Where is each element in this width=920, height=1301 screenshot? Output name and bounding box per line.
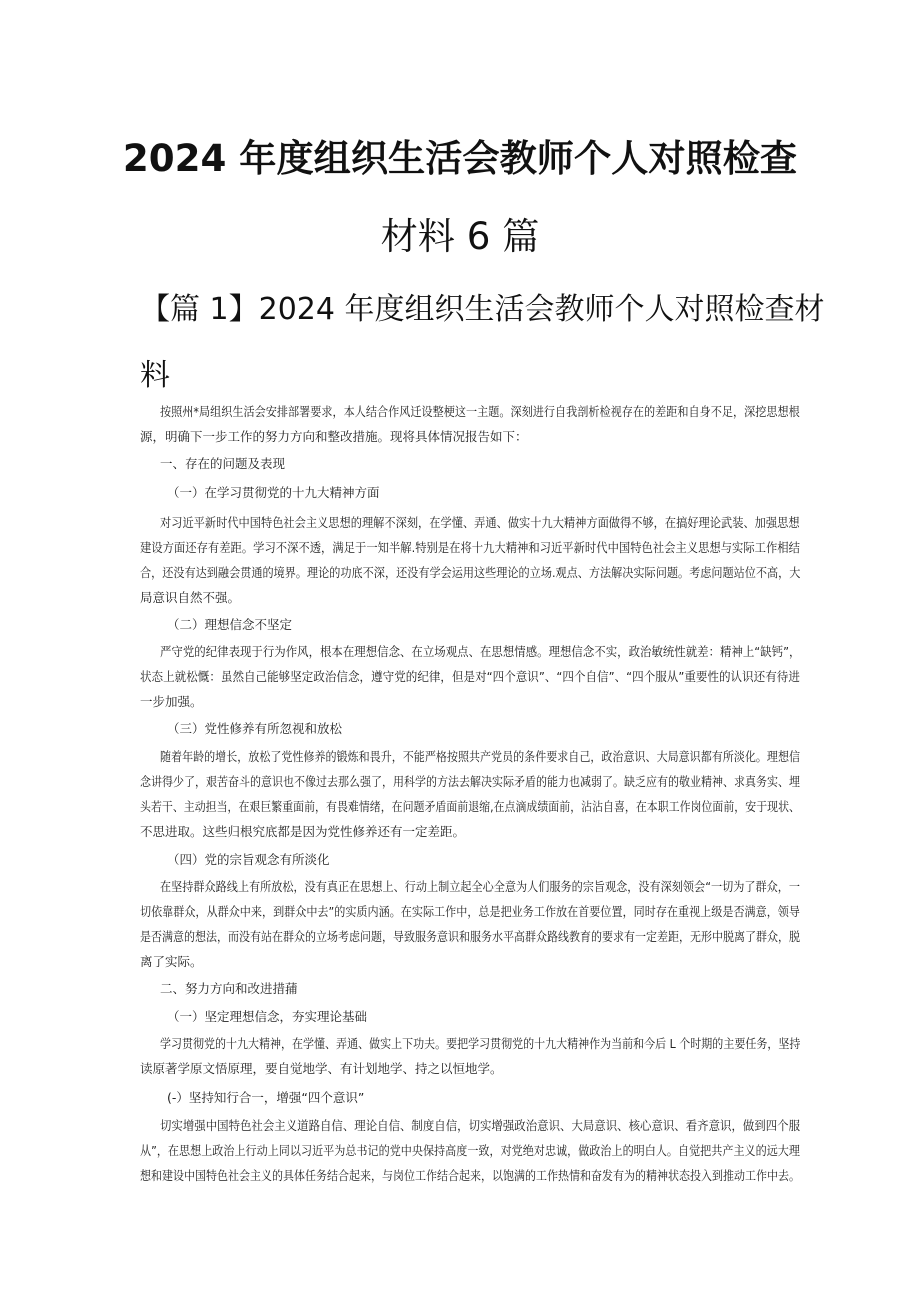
document-title-line-2: 材料 6 篇 bbox=[380, 214, 540, 258]
body-line: 不思进取。这些归根究底都是因为党性修养还有一定差距。 bbox=[140, 824, 466, 839]
body-line: 严守党的纪律表现于行为作风，根本在理想信念、在立场观点、在思想情感。理想信念不实，政治敏统性就差：精神上“缺钙”， bbox=[160, 644, 801, 659]
subheading: （二）理想信念不坚定 bbox=[167, 617, 293, 632]
body-line: 头若干、主动担当，在艰巨繁重面前，有畏难情绪，在问题矛盾面前退缩,在点滴成绩面前，沾沾自喜，在本职工作岗位面前，安于现状、 bbox=[140, 799, 800, 814]
body-line: 源，明确下一步工作的努力方向和整改措施。现将具体情况报告如下： bbox=[140, 429, 528, 444]
body-line: 在坚持群众路线上有所放松，没有真正在思想上、行动上制立起全心全意为人们服务的宗旨观念，没有深刻领会“一切为了群众，一 bbox=[160, 879, 800, 894]
chapter-heading-line-2: 料 bbox=[140, 358, 170, 393]
body-line: 切依靠群众，从群众中来，到群众中去”的实质内涵。在实际工作中，总是把业务工作放在首要位置，同时存在重视上级是否满意，领导 bbox=[140, 904, 800, 919]
subheading: (-）坚持知行合一，增强“四个意识” bbox=[167, 1090, 365, 1105]
body-line: 状态上就松慨：虽然自己能够坚定政治信念，遵守党的纪律，但是对“四个意识”、“四个自信”、“四个服从”重要性的认识还有待进 bbox=[140, 669, 800, 684]
section-heading-problems: 一、存在的问题及表现 bbox=[160, 456, 286, 471]
chapter-heading-line-1: 【篇 1】2024 年度组织生活会教师个人对照检查材 bbox=[140, 292, 825, 327]
body-line: 从”，在思想上政治上行动上同以习近平为总书记的党中央保持高度一致，对党绝对忠诚，做政治上的明白人。自觉把共产主义的远大理 bbox=[140, 1143, 800, 1158]
body-line: 按照州*局组织生活会安排部署要求，本人结合作风迁设整梗这一主题。深刻进行自我剖析检视存在的差距和自身不足，深挖思想根 bbox=[160, 404, 800, 419]
section-heading-measures: 二、努力方向和改进措蒱 bbox=[160, 981, 298, 996]
body-line: 想和建设中国特色社会主义的具体任务结合起来，与岗位工作结合起来，以饱满的工作热情和奋发有为的精神状态投入到推动工作中去。 bbox=[140, 1168, 801, 1183]
body-line: 随着年龄的增长，放松了党性修养的锻炼和畏升，不能严格按照共产党员的条件要求自己，政治意识、大局意识都有所淡化。理想信 bbox=[160, 749, 801, 764]
document-title-line-1: 2024 年度组织生活会教师个人对照检查 bbox=[122, 136, 798, 180]
body-line: 学习贯彻党的十九大精神，在学懂、弄通、做实上下功夫。要把学习贯彻党的十九大精神作为当前和今后 L 个时期的主要任务，坚持 bbox=[160, 1036, 801, 1051]
body-line: 念讲得少了，艰苦奋斗的意识也不像过去那么强了，用科学的方法去解决实际矛盾的能力也减弱了。缺乏应有的敬业精神、求真务实、埋 bbox=[140, 774, 801, 789]
subheading: （一）坚定理想信念，夯实理论基础 bbox=[167, 1009, 368, 1024]
body-line: 合，还没有达到融会贯通的境界。理论的功底不深，还没有学会运用这些理论的立场.观点、方法解决实际问题。考虑问题站位不高，大 bbox=[140, 565, 801, 580]
body-line: 读原著学原文悟原理，要自觉地学、有计划地学、持之以恒地学。 bbox=[140, 1061, 503, 1076]
body-line: 离了实际。 bbox=[140, 954, 203, 969]
body-line: 一步加强。 bbox=[140, 694, 203, 709]
body-line: 切实增强中国特色社会主义道路自信、理论自信、制度自信，切实增强政治意识、大局意识、核心意识、看齐意识，做到四个服 bbox=[160, 1118, 801, 1133]
body-line: 建设方面还存有差距。学习不深不透，满足于一知半解.特别是在将十九大精神和习近平新时代中国特色社会主义思想与实际工作相结 bbox=[140, 540, 800, 555]
body-line: 对习近平新时代中国特色社会主义思想的理解不深刻，在学懂、弄通、做实十九大精神方面做得不够，在搞好理论武装、加强思想 bbox=[160, 515, 800, 530]
body-line: 是否满意的想法，而没有站在群众的立场考虑问题，导致服务意识和服务水平高群众路线教育的要求有一定差距，无形中脱离了群众，脱 bbox=[140, 929, 801, 944]
body-line: 局意识自然不强。 bbox=[140, 590, 241, 605]
subheading: （四）党的宗旨观念有所淡化 bbox=[167, 852, 330, 867]
subheading: （三）党性修养有所忽视和放松 bbox=[167, 721, 343, 736]
subheading: （一）在学习贯彻党的十九大精神方面 bbox=[167, 485, 380, 500]
